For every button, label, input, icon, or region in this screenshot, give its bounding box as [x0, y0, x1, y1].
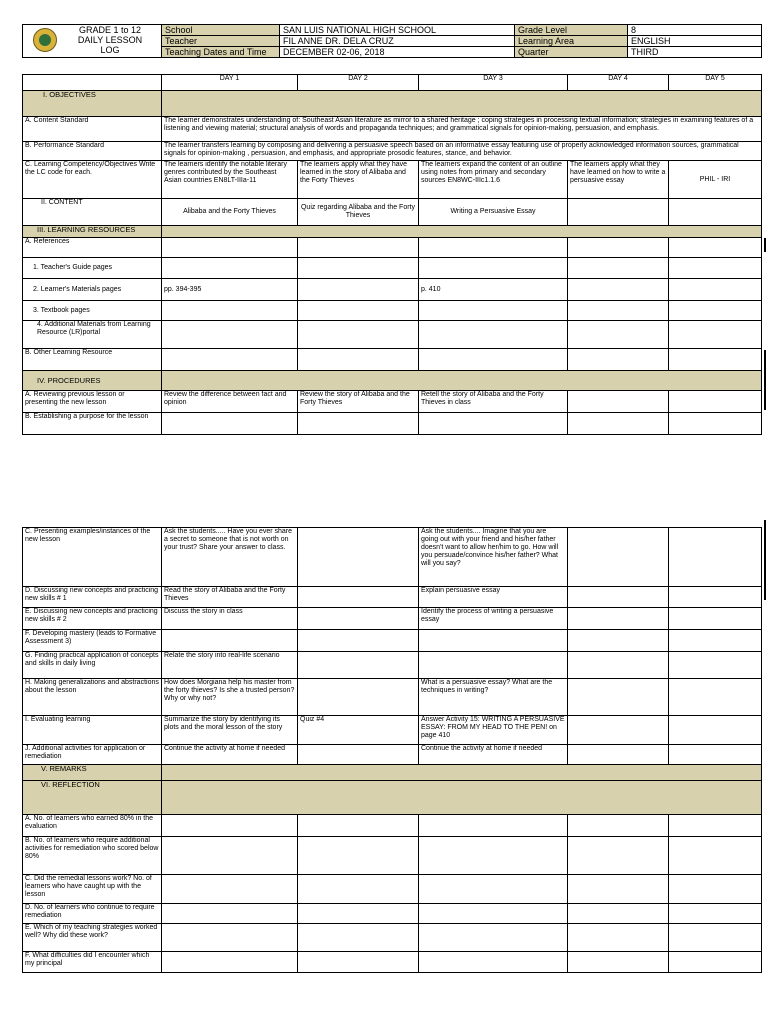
- procedure-a-label: A. Reviewing previous lesson or presenting the new lesson: [23, 391, 162, 413]
- competency-day3: The learners expand the content of an outline using notes from primary and secondary sources EN8WC-IIIc1.1.6: [419, 161, 568, 199]
- page-edge-mark: [764, 238, 766, 252]
- procedure-j-day5: [669, 745, 762, 765]
- learners-materials-label: 2. Learner's Materials pages: [23, 279, 162, 301]
- lesson-table-page2: [22, 527, 762, 973]
- procedure-h-label: H. Making generalizations and abstractions about the lesson: [23, 679, 162, 716]
- procedure-i-label: I. Evaluating learning: [23, 716, 162, 745]
- procedure-c-day5: [669, 528, 762, 587]
- teacher-value: FIL ANNE DR. DELA CRUZ: [280, 36, 515, 47]
- school-value: SAN LUIS NATIONAL HIGH SCHOOL: [280, 25, 515, 36]
- procedure-e-day3: Identify the process of writing a persuasive essay: [419, 608, 568, 630]
- procedure-h-day3: What is a persuasive essay? What are the techniques in writing?: [419, 679, 568, 716]
- dll-title-line1: GRADE 1 to 12: [78, 25, 142, 35]
- day-2-header: DAY 2: [298, 75, 419, 91]
- procedure-j-label: J. Additional activities for application or remediation: [23, 745, 162, 765]
- day-1-header: DAY 1: [162, 75, 298, 91]
- lm-day1: pp. 394-395: [162, 279, 298, 301]
- content-standard-text: The learner demonstrates understanding of: Southeast Asian literature as mirror to a shared heritage ; coping strategies in processing textual information; strategies in examining features of a listening and viewing material; structural analysis of words and propaganda techniques; and grammatical signals for opinion-making, persuasion, and emphasis.: [162, 117, 762, 142]
- performance-standard-label: B. Performance Standard: [23, 142, 162, 161]
- lm-day4: [568, 279, 669, 301]
- day-3-header: DAY 3: [419, 75, 568, 91]
- objectives-heading: I. OBJECTIVES: [23, 91, 162, 117]
- header-table: [22, 24, 762, 58]
- reflection-heading: VI. REFLECTION: [23, 781, 162, 815]
- procedure-i-day4: [568, 716, 669, 745]
- procedure-g-day5: [669, 652, 762, 679]
- procedure-d-day2: [298, 587, 419, 608]
- competency-day1: The learners identify the notable literary genres contributed by the Southeast Asian countries EN8LT-IIIa-11: [162, 161, 298, 199]
- quarter-value: THIRD: [628, 47, 762, 58]
- procedure-c-day4: [568, 528, 669, 587]
- procedure-h-day2: [298, 679, 419, 716]
- school-label: School: [162, 25, 280, 36]
- procedure-g-label: G. Finding practical application of concepts and skills in daily living: [23, 652, 162, 679]
- procedure-j-day1: Continue the activity at home if needed: [162, 745, 298, 765]
- remarks-heading: V. REMARKS: [23, 765, 162, 781]
- performance-standard-text: The learner transfers learning by composing and delivering a persuasive speech based on an informative essay featuring use of properly acknowledged information sources, grammatical signals for opinion-making , persuasion, and emphasis, and appropriate prosodic features, stance, and behavior.: [162, 142, 762, 161]
- page-edge-mark: [764, 350, 766, 410]
- deped-seal-icon: [33, 28, 57, 52]
- day-5-header: DAY 5: [669, 75, 762, 91]
- content-day3: Writing a Persuasive Essay: [419, 199, 568, 226]
- procedure-i-day5: [669, 716, 762, 745]
- procedure-g-day4: [568, 652, 669, 679]
- procedure-c-day3: Ask the students.... Imagine that you are going out with your friend and his/her father doesn't want to allow her/him to go. How will you persuade/convince his/her father? What will you say?: [419, 528, 568, 587]
- quarter-label: Quarter: [515, 47, 628, 58]
- area-value: ENGLISH: [628, 36, 762, 47]
- dll-title-line3: LOG: [100, 45, 120, 55]
- reflection-d-label: D. No. of learners who continue to require remediation: [23, 904, 162, 924]
- teachers-guide-label: 1. Teacher's Guide pages: [23, 258, 162, 279]
- competency-day5: PHIL - IRI: [669, 161, 762, 199]
- procedure-h-day5: [669, 679, 762, 716]
- procedure-a-day4: [568, 391, 669, 413]
- content-day1: Alibaba and the Forty Thieves: [162, 199, 298, 226]
- procedure-h-day4: [568, 679, 669, 716]
- procedure-a-day1: Review the difference between fact and opinion: [162, 391, 298, 413]
- grade-value: 8: [628, 25, 762, 36]
- lm-day5: [669, 279, 762, 301]
- procedure-d-label: D. Discussing new concepts and practicing new skills # 1: [23, 587, 162, 608]
- procedure-a-day2: Review the story of Alibaba and the Forty Thieves: [298, 391, 419, 413]
- procedure-j-day3: Continue the activity at home if needed: [419, 745, 568, 765]
- reflection-b-label: B. No. of learners who require additional activities for remediation who scored below 80%: [23, 837, 162, 875]
- procedure-b-label: B. Establishing a purpose for the lesson: [23, 413, 162, 435]
- procedure-e-day1: Discuss the story in class: [162, 608, 298, 630]
- content-day2: Quiz regarding Alibaba and the Forty Thieves: [298, 199, 419, 226]
- procedure-j-day4: [568, 745, 669, 765]
- procedure-d-day5: [669, 587, 762, 608]
- content-heading: II. CONTENT: [23, 199, 162, 226]
- textbook-label: 3. Textbook pages: [23, 301, 162, 321]
- procedure-g-day3: [419, 652, 568, 679]
- page-edge-mark: [764, 520, 766, 600]
- competency-day4: The learners apply what they have learned on how to write a persuasive essay: [568, 161, 669, 199]
- procedure-h-day1: How does Morgiana help his master from the forty thieves? Is she a trusted person? Why or why not?: [162, 679, 298, 716]
- area-label: Learning Area: [515, 36, 628, 47]
- lm-day2: [298, 279, 419, 301]
- resources-heading: III. LEARNING RESOURCES: [23, 226, 162, 238]
- procedure-a-day5: [669, 391, 762, 413]
- dll-title-line2: DAILY LESSON: [77, 35, 143, 45]
- procedure-e-label: E. Discussing new concepts and practicing new skills # 2: [23, 608, 162, 630]
- reflection-f-label: F. What difficulties did I encounter which my principal: [23, 952, 162, 973]
- references-label: A. References: [23, 238, 162, 258]
- procedures-heading: IV. PROCEDURES: [23, 371, 162, 391]
- procedure-g-day1: Relate the story into real-life scenario: [162, 652, 298, 679]
- procedure-c-label: C. Presenting examples/instances of the new lesson: [23, 528, 162, 587]
- dates-value: DECEMBER 02-06, 2018: [280, 47, 515, 58]
- content-day5: [669, 199, 762, 226]
- procedure-e-day4: [568, 608, 669, 630]
- lesson-table-page1: [22, 74, 762, 435]
- procedure-c-day1: Ask the students..... Have you ever share a secret to someone that is not worth on your trust? Share your answer to class.: [162, 528, 298, 587]
- procedure-d-day1: Read the story of Alibaba and the Forty Thieves: [162, 587, 298, 608]
- dates-label: Teaching Dates and Time: [162, 47, 280, 58]
- lm-day3: p. 410: [419, 279, 568, 301]
- content-day4: [568, 199, 669, 226]
- competency-label: C. Learning Competency/Objectives Write the LC code for each.: [23, 161, 162, 199]
- competency-day2: The learners apply what they have learned in the story of Alibaba and the Forty Thieves: [298, 161, 419, 199]
- content-standard-label: A. Content Standard: [23, 117, 162, 142]
- procedure-j-day2: [298, 745, 419, 765]
- procedure-i-day1: Summarize the story by identifying its plots and the moral lesson of the story: [162, 716, 298, 745]
- grade-label: Grade Level: [515, 25, 628, 36]
- header-title-cell: [23, 25, 162, 58]
- procedure-c-day2: [298, 528, 419, 587]
- day-4-header: DAY 4: [568, 75, 669, 91]
- procedure-f-label: F. Developing mastery (leads to Formative Assessment 3): [23, 630, 162, 652]
- other-resource-label: B. Other Learning Resource: [23, 349, 162, 371]
- procedure-e-day5: [669, 608, 762, 630]
- procedure-e-day2: [298, 608, 419, 630]
- reflection-a-label: A. No. of learners who earned 80% in the evaluation: [23, 815, 162, 837]
- teacher-label: Teacher: [162, 36, 280, 47]
- procedure-g-day2: [298, 652, 419, 679]
- additional-materials-label: 4. Additional Materials from Learning Resource (LR)portal: [23, 321, 162, 349]
- procedure-a-day3: Retell the story of Alibaba and the Forty Thieves in class: [419, 391, 568, 413]
- reflection-c-label: C. Did the remedial lessons work? No. of learners who have caught up with the lesson: [23, 875, 162, 904]
- procedure-i-day2: Quiz #4: [298, 716, 419, 745]
- procedure-i-day3: Answer Activity 15: WRITING A PERSUASIVE ESSAY: FROM MY HEAD TO THE PEN! on page 410: [419, 716, 568, 745]
- procedure-d-day4: [568, 587, 669, 608]
- reflection-e-label: E. Which of my teaching strategies worked well? Why did these work?: [23, 924, 162, 952]
- procedure-d-day3: Explain persuasive essay: [419, 587, 568, 608]
